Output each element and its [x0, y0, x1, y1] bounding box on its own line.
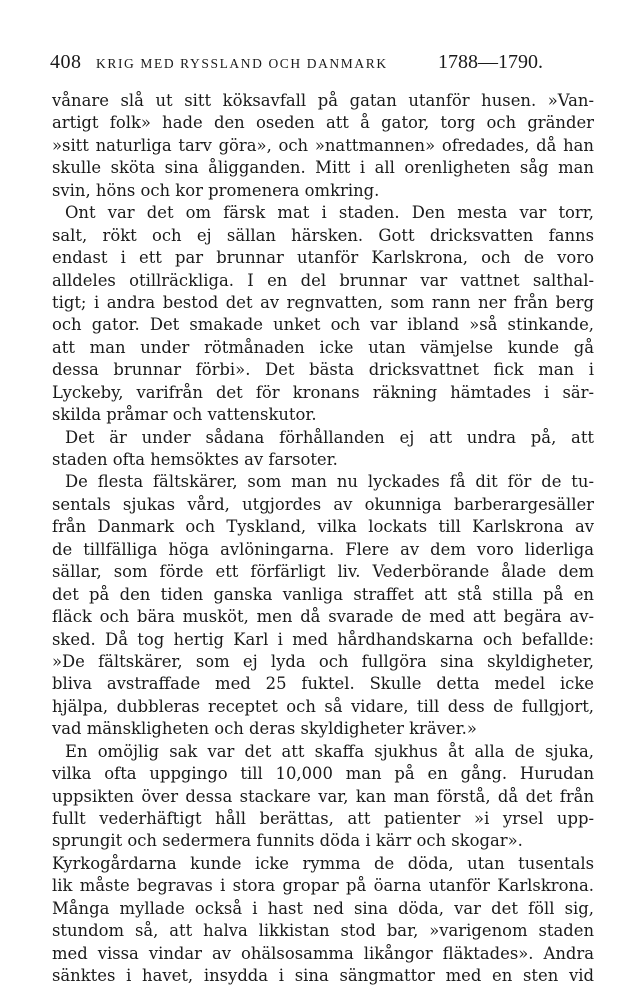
text-line: staden ofta hemsöktes av farsoter.	[52, 450, 338, 469]
text-line: de tillfälliga höga avlöningarna. Flere av dem voro liderliga	[52, 539, 594, 559]
text-line: dessa brunnar förbi». Det bästa dricksvattnet fick man i	[52, 360, 594, 380]
text-line: sänktes i havet, insydda i sina sängmattor med en sten vid	[52, 966, 594, 986]
text-line: sked. Då tog hertig Karl i med hårdhandskarna och befallde:	[52, 629, 594, 649]
running-head	[50, 51, 543, 79]
text-line: vilka ofta uppgingo till 10,000 man på en gång. Hurudan	[52, 764, 594, 784]
text-line: Det är under sådana förhållanden ej att undra på, att	[65, 427, 594, 447]
text-line: hjälpa, dubbleras receptet och så vidare, till dess de fullgjort,	[52, 696, 594, 716]
text-line: endast i ett par brunnar utanför Karlskrona, och de voro	[52, 248, 594, 268]
text-line: alldeles otillräckliga. I en del brunnar var vattnet salthal-	[52, 270, 594, 290]
text-line: tigt; i andra bestod det av regnvatten, som rann ner från berg	[52, 292, 594, 312]
text-line: det på den tiden ganska vanliga straffet att stå stilla på en	[52, 584, 594, 604]
text-line: att man under rötmånaden icke utan vämjelse kunde gå	[52, 337, 594, 357]
text-line: svin, höns och kor promenera omkring.	[52, 180, 380, 200]
text-line: vad mänskligheten och deras skyldigheter kräver.»	[52, 719, 477, 739]
text-line: En omöjlig sak var det att skaffa sjukhus åt alla de sjuka,	[65, 741, 594, 761]
text-line: artigt folk» hade den oseden att å gator, torg och gränder	[52, 113, 594, 133]
running-years: 1788—1790.	[438, 51, 543, 73]
body-text	[52, 90, 594, 988]
text-line: uppsikten över dessa stackare var, kan man förstå, då det från	[52, 786, 594, 806]
running-title: KRIG MED RYSSLAND OCH DANMARK	[96, 56, 388, 71]
text-line: De flesta fältskärer, som man nu lyckades få dit för de tu-	[65, 472, 594, 492]
text-line: Kyrkogårdarna kunde icke rymma de döda, utan tusentals	[52, 853, 594, 873]
text-line: Lyckeby, varifrån det för kronans räkning hämtades i sär-	[52, 382, 594, 402]
text-line: sentals sjukas vård, utgjordes av okunniga barberargesäller	[52, 494, 594, 514]
text-line: Ont var det om färsk mat i staden. Den mesta var torr,	[65, 203, 594, 223]
text-line: fullt vederhäftigt håll berättas, att patienter »i yrsel upp-	[52, 809, 594, 828]
text-line: »sitt naturliga tarv göra», och »nattmannen» ofredades, då han	[52, 135, 594, 155]
text-line: stundom så, att halva likkistan stod bar, »varigenom staden	[52, 921, 594, 941]
text-line: och gator. Det smakade unket och var ibland »så stinkande,	[52, 315, 594, 335]
text-line: bliva avstraffade med 25 fuktel. Skulle detta medel icke	[52, 674, 594, 694]
text-line: sprungit och sedermera funnits döda i kärr och skogar».	[52, 831, 523, 851]
text-line: Många myllade också i hast ned sina döda, var det föll sig,	[52, 898, 594, 918]
text-line: från Danmark och Tyskland, vilka lockats till Karlskrona av	[52, 517, 594, 537]
text-line: »De fältskärer, som ej lyda och fullgöra sina skyldigheter,	[52, 651, 594, 671]
page-number: 408	[50, 51, 82, 73]
text-line: fläck och bära musköt, men då svarade de med att begära av-	[52, 607, 594, 627]
text-line: med vissa vindar av ohälsosamma likångor fläktades». Andra	[52, 943, 594, 963]
text-line: skulle sköta sina åligganden. Mitt i all orenligheten såg man	[52, 158, 594, 178]
text-line: sällar, som förde ett förfärligt liv. Vederbörande ålade dem	[52, 562, 594, 582]
text-line: salt, rökt och ej sällan härsken. Gott dricksvatten fanns	[52, 225, 594, 245]
text-line: lik måste begravas i stora gropar på öarna utanför Karlskrona.	[52, 876, 594, 896]
text-line: skilda pråmar och vattenskutor.	[52, 405, 317, 425]
text-line: vånare slå ut sitt köksavfall på gatan utanför husen. »Van-	[52, 91, 594, 110]
